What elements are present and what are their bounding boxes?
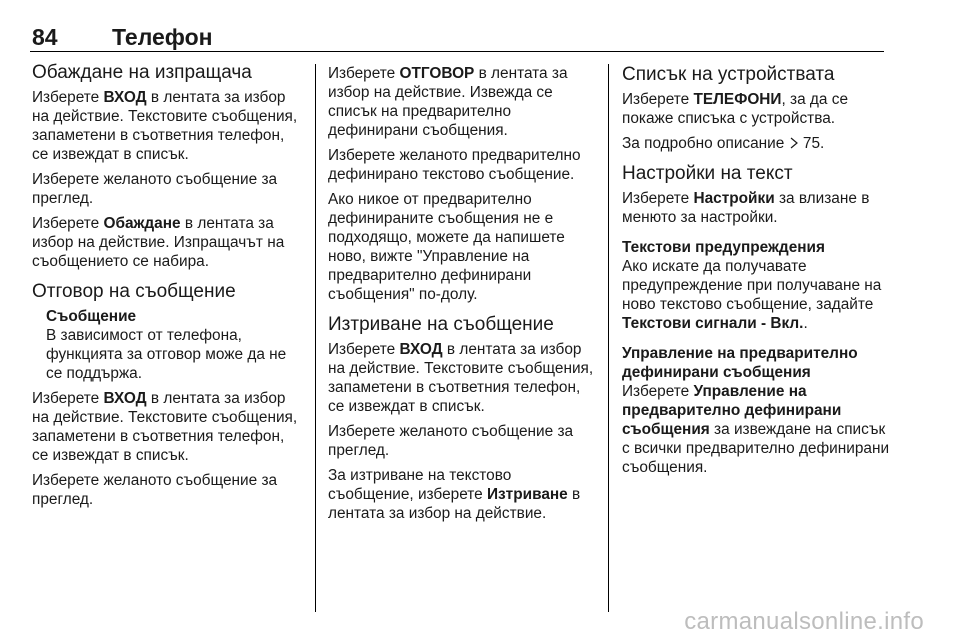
- page-number: 84: [32, 24, 58, 50]
- heading-delete: Изтриване на съобщение: [328, 314, 554, 335]
- paragraph: [622, 90, 894, 128]
- paragraph: [328, 340, 598, 416]
- text: в лентата за избор на действие. Извежда се списък на предварително дефинирани съобщения.: [328, 65, 568, 139]
- column-divider-1: [315, 64, 316, 612]
- bold-term: Обаждане: [103, 215, 181, 232]
- bold-term: ВХОД: [399, 341, 443, 358]
- heading-manage-predefined: Управление на предварително дефинирани съобщения: [622, 345, 858, 381]
- bold-term: Текстови сигнали - Вкл.: [622, 315, 804, 332]
- text: в лентата за избор на действие. Текстовите съобщения, запаметени в съответния телефон, се извеждат в списък.: [32, 390, 298, 464]
- paragraph: [328, 466, 598, 523]
- paragraph: [32, 214, 304, 271]
- paragraph: Изберете желаното съобщение за преглед.: [32, 472, 278, 508]
- heading-text-alerts: Текстови предупреждения: [622, 239, 825, 256]
- note-text: В зависимост от телефона, функцията за отговор може да не се поддържа.: [46, 327, 287, 382]
- header-divider: [30, 51, 884, 52]
- paragraph: [328, 64, 598, 140]
- column-divider-2: [608, 64, 609, 612]
- text: в лентата за избор на действие. Текстовите съобщения, запаметени в съответния телефон, се извеждат в списък.: [328, 341, 594, 415]
- text: за извеждане на списък с всички предварително дефинирани съобщения.: [622, 421, 890, 476]
- note-title: Съобщение: [46, 308, 137, 325]
- text: Изберете: [622, 383, 694, 400]
- paragraph: [32, 389, 304, 465]
- watermark: carmanualsonline.info: [684, 608, 924, 635]
- column-3: [622, 64, 894, 483]
- column-1: [32, 62, 304, 515]
- heading-text-settings: Настройки на текст: [622, 163, 793, 184]
- bold-term: ВХОД: [103, 390, 147, 407]
- bold-term: Изтриване: [486, 486, 568, 503]
- bold-term: ТЕЛЕФОНИ: [693, 91, 782, 108]
- heading-call-back: Обаждане на изпращача: [32, 62, 252, 83]
- paragraph: [32, 88, 304, 164]
- text: За изтриване на текстово съобщение, изберете: [328, 467, 512, 503]
- paragraph: Изберете желаното съобщение за преглед.: [32, 171, 278, 207]
- bold-term: Настройки: [693, 190, 775, 207]
- heading-reply: Отговор на съобщение: [32, 281, 236, 302]
- paragraph: [622, 134, 894, 153]
- arrow-ref-icon: [789, 135, 799, 152]
- page-header-title: Телефон: [112, 24, 213, 50]
- text: Изберете: [328, 65, 400, 82]
- paragraph: Ако никое от предварително дефинираните съобщения не е подходящо, можете да напишете ново, вижте "Управление на предварително дефинирани съобщения" по-долу.: [328, 191, 565, 303]
- text: .: [803, 315, 808, 332]
- text: в лентата за избор на действие.: [328, 486, 581, 522]
- paragraph: [622, 189, 894, 227]
- note-block: [32, 307, 304, 383]
- text: , за да се покаже списъка с устройства.: [622, 91, 848, 127]
- text: за влизане в менюто за настройки.: [622, 190, 870, 226]
- text: в лентата за избор на действие. Изпращачът на съобщението се набира.: [32, 215, 285, 270]
- text: Изберете: [328, 341, 400, 358]
- text: Изберете: [622, 190, 694, 207]
- bold-term: ОТГОВОР: [399, 65, 475, 82]
- paragraph: Изберете желаното предварително дефинирано текстово съобщение.: [328, 147, 581, 183]
- paragraph: [622, 257, 894, 333]
- text: Изберете: [32, 215, 104, 232]
- heading-device-list: Списък на устройствата: [622, 64, 835, 85]
- text: Ако искате да получавате предупреждение при получаване на ново текстово съобщение, задайте: [622, 258, 882, 313]
- text: в лентата за избор на действие. Текстовите съобщения, запаметени в съответния телефон, се извеждат в списък.: [32, 89, 298, 163]
- bold-term: Управление на предварително дефинирани съобщения: [622, 383, 842, 438]
- column-2: [328, 64, 598, 529]
- text: Изберете: [32, 89, 104, 106]
- paragraph: Изберете желаното съобщение за преглед.: [328, 423, 574, 459]
- paragraph: [622, 382, 894, 477]
- text: За подробно описание: [622, 135, 789, 152]
- text: Изберете: [32, 390, 104, 407]
- text: Изберете: [622, 91, 694, 108]
- bold-term: ВХОД: [103, 89, 147, 106]
- page-ref[interactable]: 75.: [802, 135, 825, 152]
